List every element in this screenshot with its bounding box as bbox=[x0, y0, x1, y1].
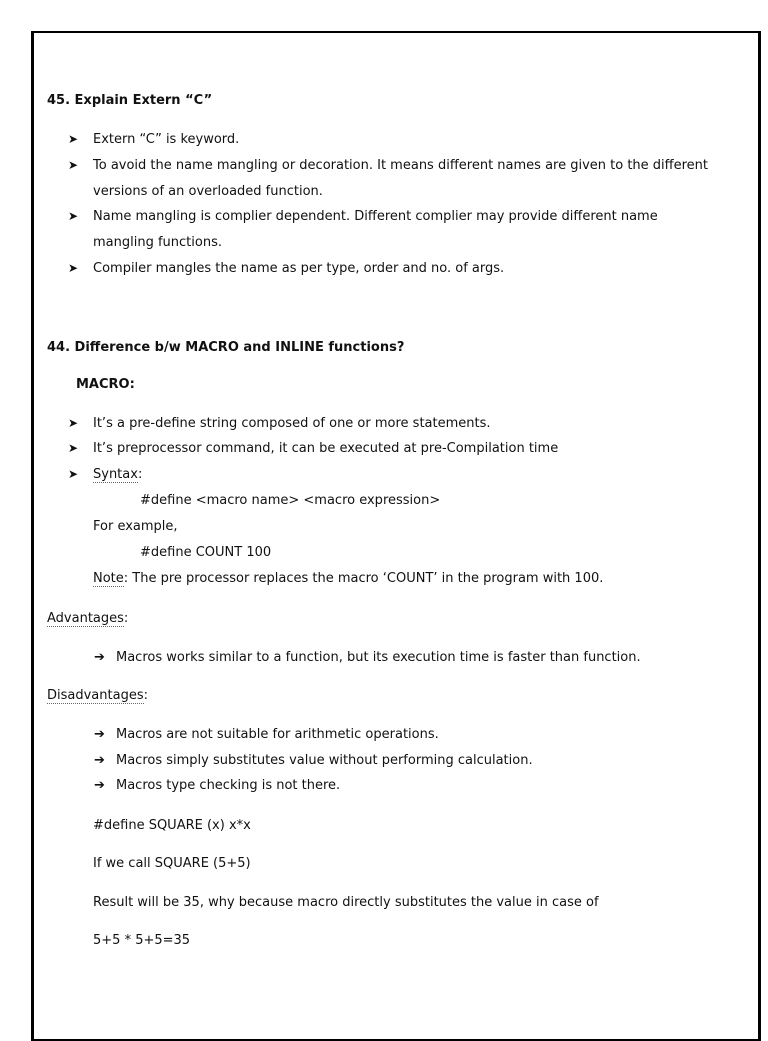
disadvantage-1: Macros are not suitable for arithmetic operations. bbox=[116, 727, 439, 742]
q44-title: 44. Difference b/w MACRO and INLINE functions? bbox=[47, 340, 405, 355]
right-arrow-icon: ➔ bbox=[94, 650, 105, 665]
q45-bullet-4: Compiler mangles the name as per type, order and no. of args. bbox=[93, 261, 505, 276]
advantages-heading bbox=[47, 606, 128, 632]
example-code: #define COUNT 100 bbox=[140, 545, 272, 560]
list-item bbox=[94, 722, 439, 747]
disadvantages-label: Disadvantages bbox=[47, 688, 144, 703]
code-define: #define SQUARE (x) x*x bbox=[93, 818, 251, 833]
macro-bullet-2: It’s preprocessor command, it can be executed at pre-Compilation time bbox=[93, 441, 559, 456]
disadvantages-colon: : bbox=[143, 688, 148, 703]
bullet-arrow-icon: ➤ bbox=[68, 132, 79, 146]
syntax-label: Syntax bbox=[93, 467, 138, 482]
bullet-arrow-icon: ➤ bbox=[68, 467, 79, 481]
disadvantage-2: Macros simply substitutes value without performing calculation. bbox=[116, 753, 533, 768]
advantages-label: Advantages bbox=[47, 611, 124, 626]
right-arrow-icon: ➔ bbox=[94, 753, 105, 768]
bullet-arrow-icon: ➤ bbox=[68, 158, 79, 172]
list-item bbox=[94, 773, 340, 798]
example-label: For example, bbox=[93, 519, 178, 534]
code-call: If we call SQUARE (5+5) bbox=[93, 856, 251, 871]
right-arrow-icon: ➔ bbox=[94, 778, 105, 793]
disadvantage-3: Macros type checking is not there. bbox=[116, 778, 341, 793]
syntax-colon: : bbox=[137, 467, 143, 482]
right-arrow-icon: ➔ bbox=[94, 727, 105, 742]
result-expression: 5+5 * 5+5=35 bbox=[93, 933, 191, 948]
bullet-arrow-icon: ➤ bbox=[68, 261, 79, 275]
bullet-arrow-icon: ➤ bbox=[68, 441, 79, 455]
q45-title: 45. Explain Extern “C” bbox=[47, 93, 213, 108]
q45-bullet-3: Name mangling is complier dependent. Different complier may provide different name mangling functions. bbox=[93, 209, 658, 250]
note-text: : The pre processor replaces the macro ‘COUNT’ in the program with 100. bbox=[123, 571, 604, 586]
list-item bbox=[94, 748, 533, 773]
bullet-arrow-icon: ➤ bbox=[68, 416, 79, 430]
syntax-code: #define <macro name> <macro expression> bbox=[140, 493, 441, 508]
result-text: Result will be 35, why because macro directly substitutes the value in case of bbox=[93, 895, 599, 910]
note-label: Note bbox=[93, 571, 124, 586]
q45-bullet-1: Extern “C” is keyword. bbox=[93, 132, 240, 147]
advantage-1: Macros works similar to a function, but its execution time is faster than function. bbox=[116, 650, 641, 665]
note-line bbox=[93, 566, 603, 592]
advantages-colon: : bbox=[123, 611, 129, 626]
macro-bullet-1: It’s a pre-define string composed of one or more statements. bbox=[93, 416, 491, 431]
q45-bullet-2: To avoid the name mangling or decoration. It means different names are given to the different versions of an overloaded function. bbox=[93, 158, 709, 199]
list-item bbox=[94, 645, 641, 670]
syntax-line bbox=[93, 462, 718, 488]
bullet-arrow-icon: ➤ bbox=[68, 209, 79, 223]
macro-heading: MACRO: bbox=[76, 377, 135, 392]
disadvantages-heading bbox=[47, 683, 148, 709]
